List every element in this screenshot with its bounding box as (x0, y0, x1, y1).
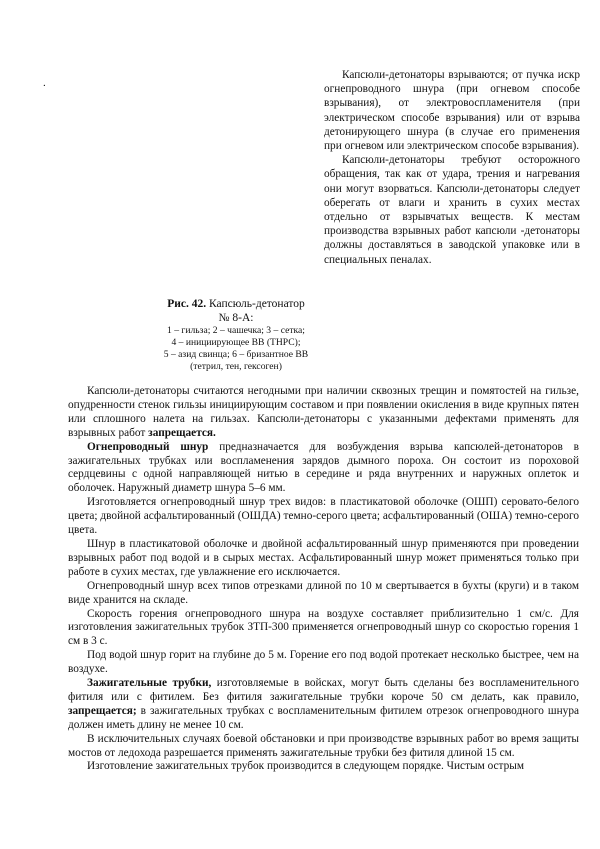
figure-caption (150, 297, 322, 373)
figure-legend-line: 1 – гильза; 2 – чашечка; 3 – сетка; (167, 325, 305, 336)
paragraph: Под водой шнур горит на глубине до 5 м. Горение его под водой протекает несколько быстрее, чем на воздухе. (68, 649, 579, 676)
paragraph: Изготовляется огнепроводный шнур трех видов: в пластикатовой оболочке (ОШП) серовато-белого цвета; двойной асфальтированный (ОШДА) темно-серого цвета; асфальтированный (ОША) темно-серого цвета. (68, 496, 579, 537)
paragraph (68, 677, 579, 733)
figure-legend-line: (тетрил, тен, гексоген) (190, 361, 282, 372)
figure-legend-line: 4 – инициирующее ВВ (ТНРС); (171, 337, 301, 348)
paragraph: Скорость горения огнепроводного шнура на воздухе составляет приблизительно 1 см/с. Для изготовления зажигательных трубок ЗТП-300 применяется огнепроводный шнур со скоростью горения 1 см в 3 с. (68, 607, 579, 648)
paragraph: Изготовление зажигательных трубок производится в следующем порядке. Чистым острым (87, 760, 524, 773)
figure-name: Капсюль-детонатор (206, 298, 305, 310)
paragraph: В исключительных случаях боевой обстановки и при производстве взрывных работ во время защиты мостов от ледохода разрешается применять зажигательные трубки без фитиля длиной 15 см. (68, 732, 579, 759)
term: Огнепроводный шнур (87, 440, 209, 453)
figure-number: № 8-А: (218, 312, 254, 324)
paragraph-text: предназначается для возбуждения взрыва капсюлей-детонаторов в зажигательных трубках или воспламенения зарядов дымного пороха. Он состоит из пороховой сердцевины с одной направляющей нитью в середине и ряда внутренних и наружных оплеток и оболочек. Наружный диаметр шнура 5–6 мм. (68, 440, 579, 495)
paragraph-text: изготовляемые в войсках, могут быть сделаны без воспламенительного фитиля или с фитилем. Без фитиля зажигательные трубки короче 50 см делать, как правило, (68, 677, 579, 703)
paragraph: Шнур в пластикатовой оболочке и двойной асфальтированный шнур применяются при проведении взрывных работ под водой и в сырых местах. Асфальтированный шнур может применяться только при работе в сухих местах, где увлажнение его исключается. (68, 537, 579, 578)
figure-label: Рис. 42. (167, 298, 207, 310)
emphasis: запрещается. (148, 426, 216, 439)
paragraph: Капсюли-детонаторы требуют осторожного обращения, так как от удара, трения и нагревания они могут взорваться. Капсюли-детонаторы следует оберегать от влаги и хранить в сухих местах отдельно от взрывчатых веществ. К местам производства взрывных работ капсюли -детонаторы должны доставляться в заводской упаковке или в специальных пеналах. (324, 154, 580, 266)
main-body-text (68, 385, 579, 774)
margin-marker: . (43, 77, 46, 89)
paragraph: Капсюли-детонаторы взрываются; от пучка искр огнепроводного шнура (при огневом способе взрывания), от электровоспламенителя (при электрическом способе взрывания) или от взрыва детонирующего шнура (в случае его применения при огневом или электрическом способе взрывания). (324, 69, 580, 153)
figure-legend-line: 5 – азид свинца; 6 – бризантное ВВ (163, 349, 309, 360)
emphasis: запрещается; (68, 704, 137, 717)
paragraph (68, 385, 579, 441)
figure-title (150, 297, 322, 311)
term: Зажигательные трубки, (87, 677, 212, 690)
paragraph-text: Капсюли-детонаторы считаются негодными при наличии сквозных трещин и помятостей на гильзе, опудренности стенок гильзы инициирующим составом и при появлении окисления в виде крупных пятен или сплошного налета на гильзах. Капсюли-детонаторы с указанными дефектами применять для взрывных работ (68, 385, 579, 439)
right-column-text (324, 68, 580, 267)
paragraph: Огнепроводный шнур всех типов отрезками длиной по 10 м свертывается в бухты (круги) и в таком виде хранится на складе. (68, 579, 579, 606)
paragraph (68, 441, 579, 497)
paragraph-text: в зажигательных трубках с воспламенительным фитилем отрезок огнепроводного шнура должен иметь длину не менее 10 см. (68, 704, 579, 731)
